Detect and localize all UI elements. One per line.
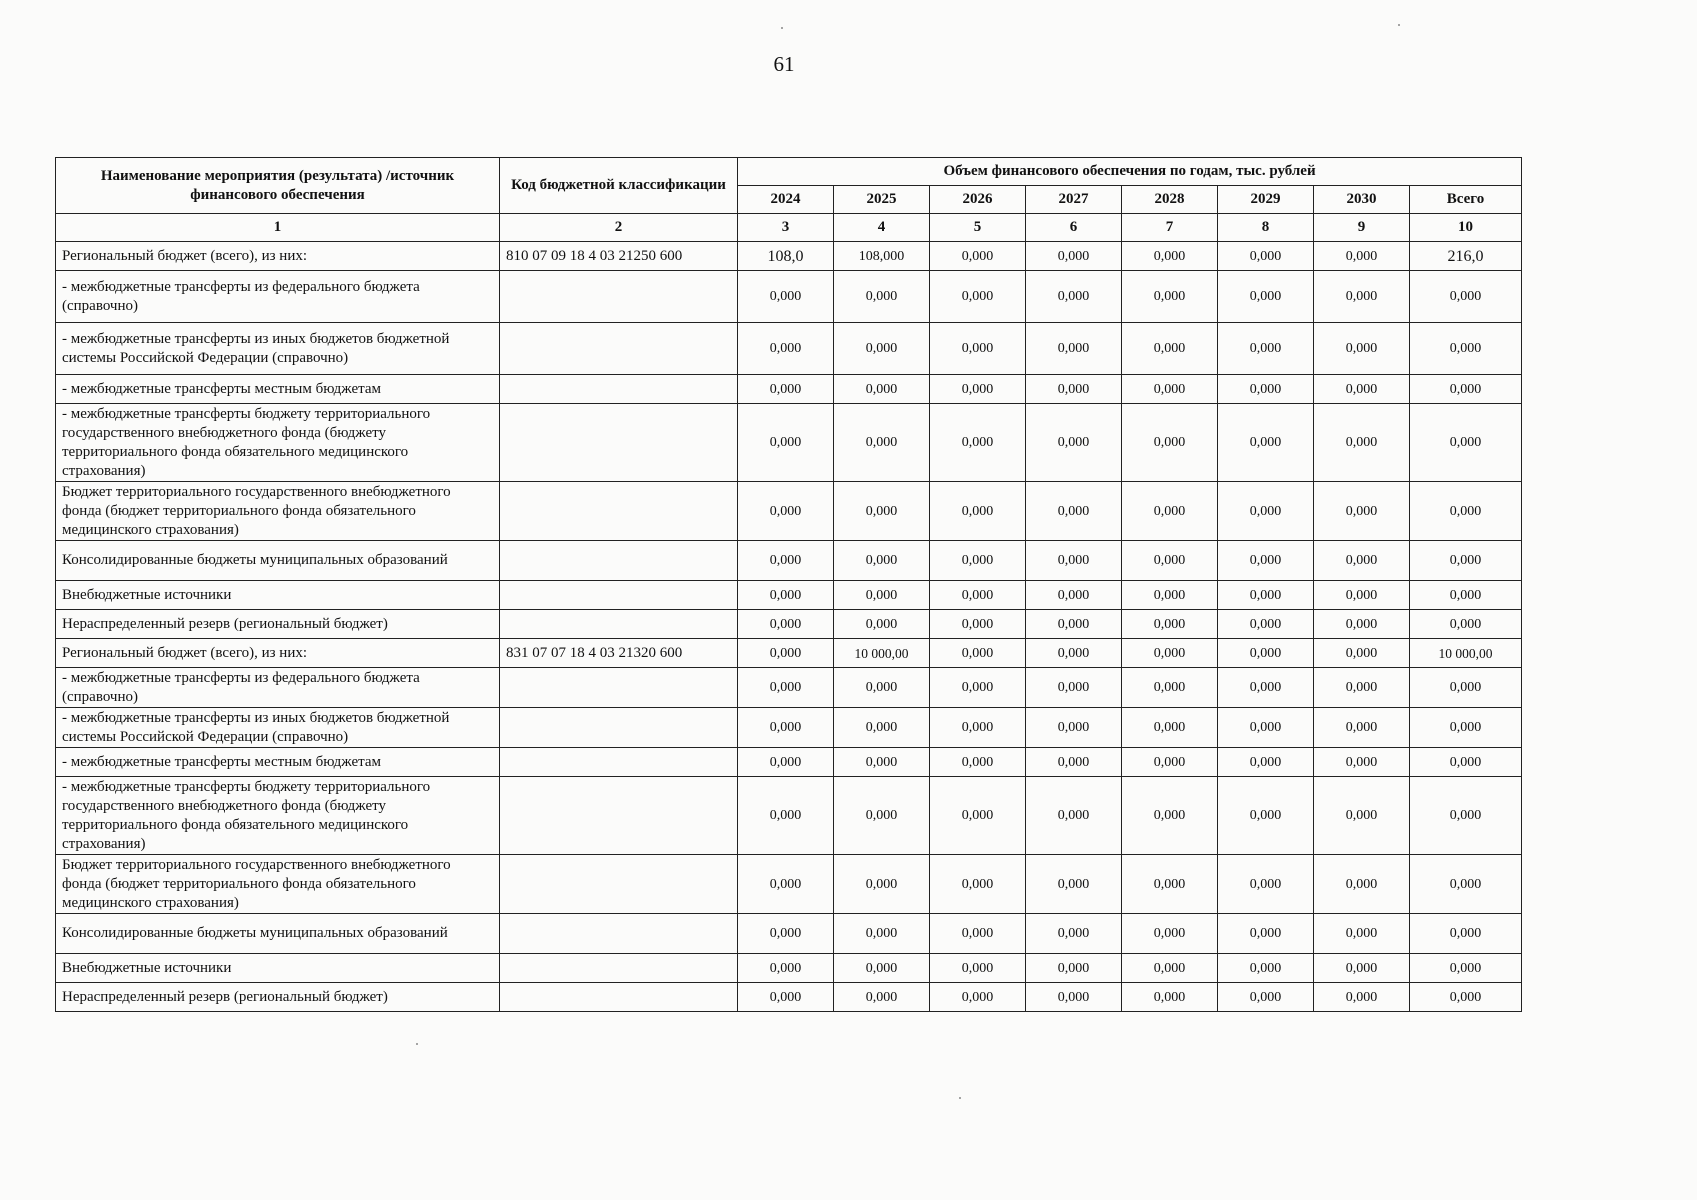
financing-table	[55, 157, 1522, 1012]
row-year-value: 0,000	[1122, 668, 1218, 708]
header-year: 2026	[930, 186, 1026, 214]
row-year-value: 0,000	[1122, 855, 1218, 914]
table-row	[56, 404, 1522, 482]
row-year-value: 0,000	[834, 375, 930, 404]
row-year-value: 0,000	[1218, 242, 1314, 271]
row-name: - межбюджетные трансферты из федерального бюджета (справочно)	[56, 271, 500, 323]
row-year-value: 0,000	[1314, 855, 1410, 914]
row-name: Консолидированные бюджеты муниципальных образований	[56, 914, 500, 954]
row-year-value: 0,000	[1026, 748, 1122, 777]
row-year-value: 0,000	[1122, 581, 1218, 610]
row-year-value: 0,000	[1122, 708, 1218, 748]
row-year-value: 0,000	[1218, 708, 1314, 748]
row-year-value: 0,000	[1314, 668, 1410, 708]
row-year-value: 0,000	[1122, 323, 1218, 375]
row-year-value: 0,000	[1122, 541, 1218, 581]
row-code	[500, 375, 738, 404]
header-name: Наименование мероприятия (результата) /источник финансового обеспечения	[56, 158, 500, 214]
row-year-value: 0,000	[1218, 777, 1314, 855]
row-total-value: 216,0	[1410, 242, 1522, 271]
row-year-value: 0,000	[1218, 271, 1314, 323]
row-year-value: 0,000	[1026, 482, 1122, 541]
row-year-value: 0,000	[1314, 777, 1410, 855]
table-row	[56, 954, 1522, 983]
row-code	[500, 482, 738, 541]
row-total-value: 0,000	[1410, 404, 1522, 482]
row-total-value: 0,000	[1410, 855, 1522, 914]
row-year-value: 0,000	[930, 914, 1026, 954]
row-code	[500, 954, 738, 983]
row-year-value: 0,000	[1026, 404, 1122, 482]
row-year-value: 0,000	[930, 271, 1026, 323]
row-year-value: 0,000	[930, 610, 1026, 639]
row-year-value: 0,000	[738, 375, 834, 404]
row-name: Внебюджетные источники	[56, 954, 500, 983]
row-year-value: 0,000	[930, 323, 1026, 375]
row-name: - межбюджетные трансферты местным бюджетам	[56, 375, 500, 404]
row-year-value: 0,000	[1026, 271, 1122, 323]
row-year-value: 0,000	[1314, 914, 1410, 954]
row-year-value: 108,0	[738, 242, 834, 271]
row-year-value: 0,000	[1314, 983, 1410, 1012]
row-year-value: 0,000	[1218, 404, 1314, 482]
row-year-value: 0,000	[1218, 855, 1314, 914]
row-name: - межбюджетные трансферты бюджету территориального государственного внебюджетного фонда (бюджету территориального фонда обязательного медицинского страхования)	[56, 404, 500, 482]
row-year-value: 0,000	[834, 954, 930, 983]
row-code	[500, 708, 738, 748]
column-number: 6	[1026, 214, 1122, 242]
row-year-value: 0,000	[1218, 581, 1314, 610]
row-total-value: 0,000	[1410, 581, 1522, 610]
row-year-value: 0,000	[930, 708, 1026, 748]
scan-speck	[781, 27, 783, 29]
row-year-value: 0,000	[1218, 748, 1314, 777]
row-year-value: 0,000	[738, 323, 834, 375]
row-name: Бюджет территориального государственного внебюджетного фонда (бюджет территориального фонда обязательного медицинского страхования)	[56, 855, 500, 914]
table-row	[56, 983, 1522, 1012]
row-name: - межбюджетные трансферты из федерального бюджета (справочно)	[56, 668, 500, 708]
row-total-value: 0,000	[1410, 708, 1522, 748]
column-number: 10	[1410, 214, 1522, 242]
table-row	[56, 777, 1522, 855]
row-year-value: 0,000	[738, 581, 834, 610]
row-year-value: 0,000	[738, 708, 834, 748]
row-year-value: 0,000	[738, 610, 834, 639]
row-year-value: 0,000	[930, 983, 1026, 1012]
row-total-value: 0,000	[1410, 375, 1522, 404]
row-year-value: 0,000	[738, 777, 834, 855]
row-year-value: 0,000	[1314, 610, 1410, 639]
row-name: Нераспределенный резерв (региональный бюджет)	[56, 983, 500, 1012]
row-total-value: 10 000,00	[1410, 639, 1522, 668]
header-year: 2028	[1122, 186, 1218, 214]
row-code: 810 07 09 18 4 03 21250 600	[500, 242, 738, 271]
row-year-value: 0,000	[1218, 954, 1314, 983]
column-number: 8	[1218, 214, 1314, 242]
row-year-value: 0,000	[930, 581, 1026, 610]
row-year-value: 0,000	[1314, 954, 1410, 983]
table-row	[56, 541, 1522, 581]
row-year-value: 0,000	[1314, 242, 1410, 271]
row-year-value: 0,000	[1026, 668, 1122, 708]
row-name: Бюджет территориального государственного внебюджетного фонда (бюджет территориального фонда обязательного медицинского страхования)	[56, 482, 500, 541]
row-year-value: 0,000	[1218, 914, 1314, 954]
row-name: Внебюджетные источники	[56, 581, 500, 610]
row-year-value: 0,000	[1218, 610, 1314, 639]
row-code	[500, 271, 738, 323]
row-year-value: 0,000	[834, 777, 930, 855]
row-year-value: 0,000	[834, 404, 930, 482]
row-year-value: 0,000	[1122, 983, 1218, 1012]
row-year-value: 0,000	[834, 541, 930, 581]
row-year-value: 10 000,00	[834, 639, 930, 668]
row-name: - межбюджетные трансферты из иных бюджетов бюджетной системы Российской Федерации (справочно)	[56, 323, 500, 375]
row-total-value: 0,000	[1410, 271, 1522, 323]
table-row	[56, 914, 1522, 954]
table-row	[56, 482, 1522, 541]
column-number: 4	[834, 214, 930, 242]
row-year-value: 0,000	[1026, 541, 1122, 581]
row-year-value: 0,000	[1026, 855, 1122, 914]
header-code: Код бюджетной классификации	[500, 158, 738, 214]
row-year-value: 0,000	[1314, 748, 1410, 777]
row-year-value: 0,000	[738, 271, 834, 323]
row-name: Региональный бюджет (всего), из них:	[56, 242, 500, 271]
row-total-value: 0,000	[1410, 748, 1522, 777]
table-row	[56, 242, 1522, 271]
row-year-value: 0,000	[834, 708, 930, 748]
row-year-value: 0,000	[834, 855, 930, 914]
row-year-value: 0,000	[738, 748, 834, 777]
row-year-value: 0,000	[930, 242, 1026, 271]
row-year-value: 0,000	[1314, 639, 1410, 668]
row-total-value: 0,000	[1410, 668, 1522, 708]
scan-speck	[1398, 24, 1400, 26]
row-year-value: 0,000	[930, 375, 1026, 404]
row-year-value: 0,000	[1218, 482, 1314, 541]
row-year-value: 0,000	[1218, 323, 1314, 375]
row-year-value: 0,000	[1026, 983, 1122, 1012]
row-year-value: 0,000	[834, 581, 930, 610]
row-code	[500, 983, 738, 1012]
row-code	[500, 610, 738, 639]
column-number: 9	[1314, 214, 1410, 242]
row-year-value: 0,000	[738, 983, 834, 1012]
row-year-value: 0,000	[738, 668, 834, 708]
row-year-value: 0,000	[1314, 581, 1410, 610]
row-year-value: 0,000	[1122, 954, 1218, 983]
row-year-value: 0,000	[834, 271, 930, 323]
row-year-value: 0,000	[738, 954, 834, 983]
row-total-value: 0,000	[1410, 983, 1522, 1012]
table-row	[56, 581, 1522, 610]
row-code	[500, 323, 738, 375]
column-number: 5	[930, 214, 1026, 242]
row-total-value: 0,000	[1410, 610, 1522, 639]
row-year-value: 0,000	[930, 668, 1026, 708]
header-volume: Объем финансового обеспечения по годам, тыс. рублей	[738, 158, 1522, 186]
row-year-value: 0,000	[1218, 668, 1314, 708]
row-name: - межбюджетные трансферты бюджету территориального государственного внебюджетного фонда (бюджету территориального фонда обязательного медицинского страхования)	[56, 777, 500, 855]
row-year-value: 0,000	[930, 748, 1026, 777]
row-year-value: 0,000	[1122, 482, 1218, 541]
table-row	[56, 855, 1522, 914]
column-number: 2	[500, 214, 738, 242]
row-year-value: 0,000	[1122, 404, 1218, 482]
row-year-value: 0,000	[738, 541, 834, 581]
row-name: - межбюджетные трансферты из иных бюджетов бюджетной системы Российской Федерации (справочно)	[56, 708, 500, 748]
row-total-value: 0,000	[1410, 777, 1522, 855]
scan-speck	[959, 1097, 961, 1099]
row-year-value: 0,000	[834, 668, 930, 708]
header-year: 2030	[1314, 186, 1410, 214]
table-row	[56, 271, 1522, 323]
row-code	[500, 914, 738, 954]
row-year-value: 0,000	[738, 482, 834, 541]
row-name: Региональный бюджет (всего), из них:	[56, 639, 500, 668]
row-year-value: 0,000	[930, 855, 1026, 914]
row-year-value: 0,000	[1026, 954, 1122, 983]
row-year-value: 0,000	[930, 954, 1026, 983]
row-name: Нераспределенный резерв (региональный бюджет)	[56, 610, 500, 639]
row-name: - межбюджетные трансферты местным бюджетам	[56, 748, 500, 777]
table-row	[56, 708, 1522, 748]
row-year-value: 0,000	[834, 914, 930, 954]
row-code	[500, 855, 738, 914]
row-year-value: 0,000	[834, 610, 930, 639]
row-year-value: 0,000	[1314, 271, 1410, 323]
row-year-value: 0,000	[834, 482, 930, 541]
row-year-value: 0,000	[930, 482, 1026, 541]
row-year-value: 0,000	[930, 777, 1026, 855]
row-year-value: 0,000	[834, 323, 930, 375]
row-year-value: 0,000	[1026, 914, 1122, 954]
header-year: 2025	[834, 186, 930, 214]
row-code: 831 07 07 18 4 03 21320 600	[500, 639, 738, 668]
row-total-value: 0,000	[1410, 914, 1522, 954]
row-year-value: 0,000	[1026, 708, 1122, 748]
row-year-value: 0,000	[1122, 914, 1218, 954]
row-year-value: 0,000	[1314, 323, 1410, 375]
row-year-value: 0,000	[1218, 375, 1314, 404]
table-row	[56, 610, 1522, 639]
table-row	[56, 668, 1522, 708]
row-year-value: 0,000	[1218, 983, 1314, 1012]
row-year-value: 0,000	[834, 748, 930, 777]
header-total: Всего	[1410, 186, 1522, 214]
row-total-value: 0,000	[1410, 954, 1522, 983]
row-year-value: 0,000	[1314, 541, 1410, 581]
page-number: 61	[773, 52, 795, 76]
row-year-value: 0,000	[1218, 639, 1314, 668]
row-year-value: 0,000	[1026, 323, 1122, 375]
row-year-value: 0,000	[834, 983, 930, 1012]
column-number: 3	[738, 214, 834, 242]
table-row	[56, 323, 1522, 375]
row-year-value: 0,000	[1314, 404, 1410, 482]
row-year-value: 0,000	[1122, 748, 1218, 777]
row-total-value: 0,000	[1410, 541, 1522, 581]
row-year-value: 0,000	[738, 855, 834, 914]
row-year-value: 0,000	[1314, 708, 1410, 748]
header-year: 2027	[1026, 186, 1122, 214]
row-year-value: 0,000	[1122, 639, 1218, 668]
row-year-value: 0,000	[1026, 639, 1122, 668]
row-year-value: 0,000	[738, 404, 834, 482]
row-code	[500, 541, 738, 581]
row-year-value: 0,000	[930, 639, 1026, 668]
row-total-value: 0,000	[1410, 482, 1522, 541]
row-year-value: 0,000	[1314, 375, 1410, 404]
row-year-value: 0,000	[738, 914, 834, 954]
row-year-value: 0,000	[1026, 610, 1122, 639]
header-year: 2024	[738, 186, 834, 214]
row-year-value: 0,000	[1026, 242, 1122, 271]
row-code	[500, 748, 738, 777]
row-year-value: 0,000	[1122, 242, 1218, 271]
row-code	[500, 581, 738, 610]
row-year-value: 0,000	[1026, 375, 1122, 404]
column-number: 7	[1122, 214, 1218, 242]
row-year-value: 0,000	[1026, 777, 1122, 855]
row-year-value: 0,000	[1122, 375, 1218, 404]
row-total-value: 0,000	[1410, 323, 1522, 375]
row-year-value: 0,000	[1218, 541, 1314, 581]
row-year-value: 108,000	[834, 242, 930, 271]
row-code	[500, 404, 738, 482]
row-year-value: 0,000	[1314, 482, 1410, 541]
row-year-value: 0,000	[930, 404, 1026, 482]
row-year-value: 0,000	[1122, 777, 1218, 855]
row-name: Консолидированные бюджеты муниципальных образований	[56, 541, 500, 581]
column-number: 1	[56, 214, 500, 242]
row-code	[500, 668, 738, 708]
row-year-value: 0,000	[1122, 610, 1218, 639]
table-row	[56, 375, 1522, 404]
row-year-value: 0,000	[1026, 581, 1122, 610]
row-year-value: 0,000	[930, 541, 1026, 581]
table-row	[56, 748, 1522, 777]
row-year-value: 0,000	[1122, 271, 1218, 323]
row-code	[500, 777, 738, 855]
scan-speck	[416, 1043, 418, 1045]
header-year: 2029	[1218, 186, 1314, 214]
table-row	[56, 639, 1522, 668]
row-year-value: 0,000	[738, 639, 834, 668]
